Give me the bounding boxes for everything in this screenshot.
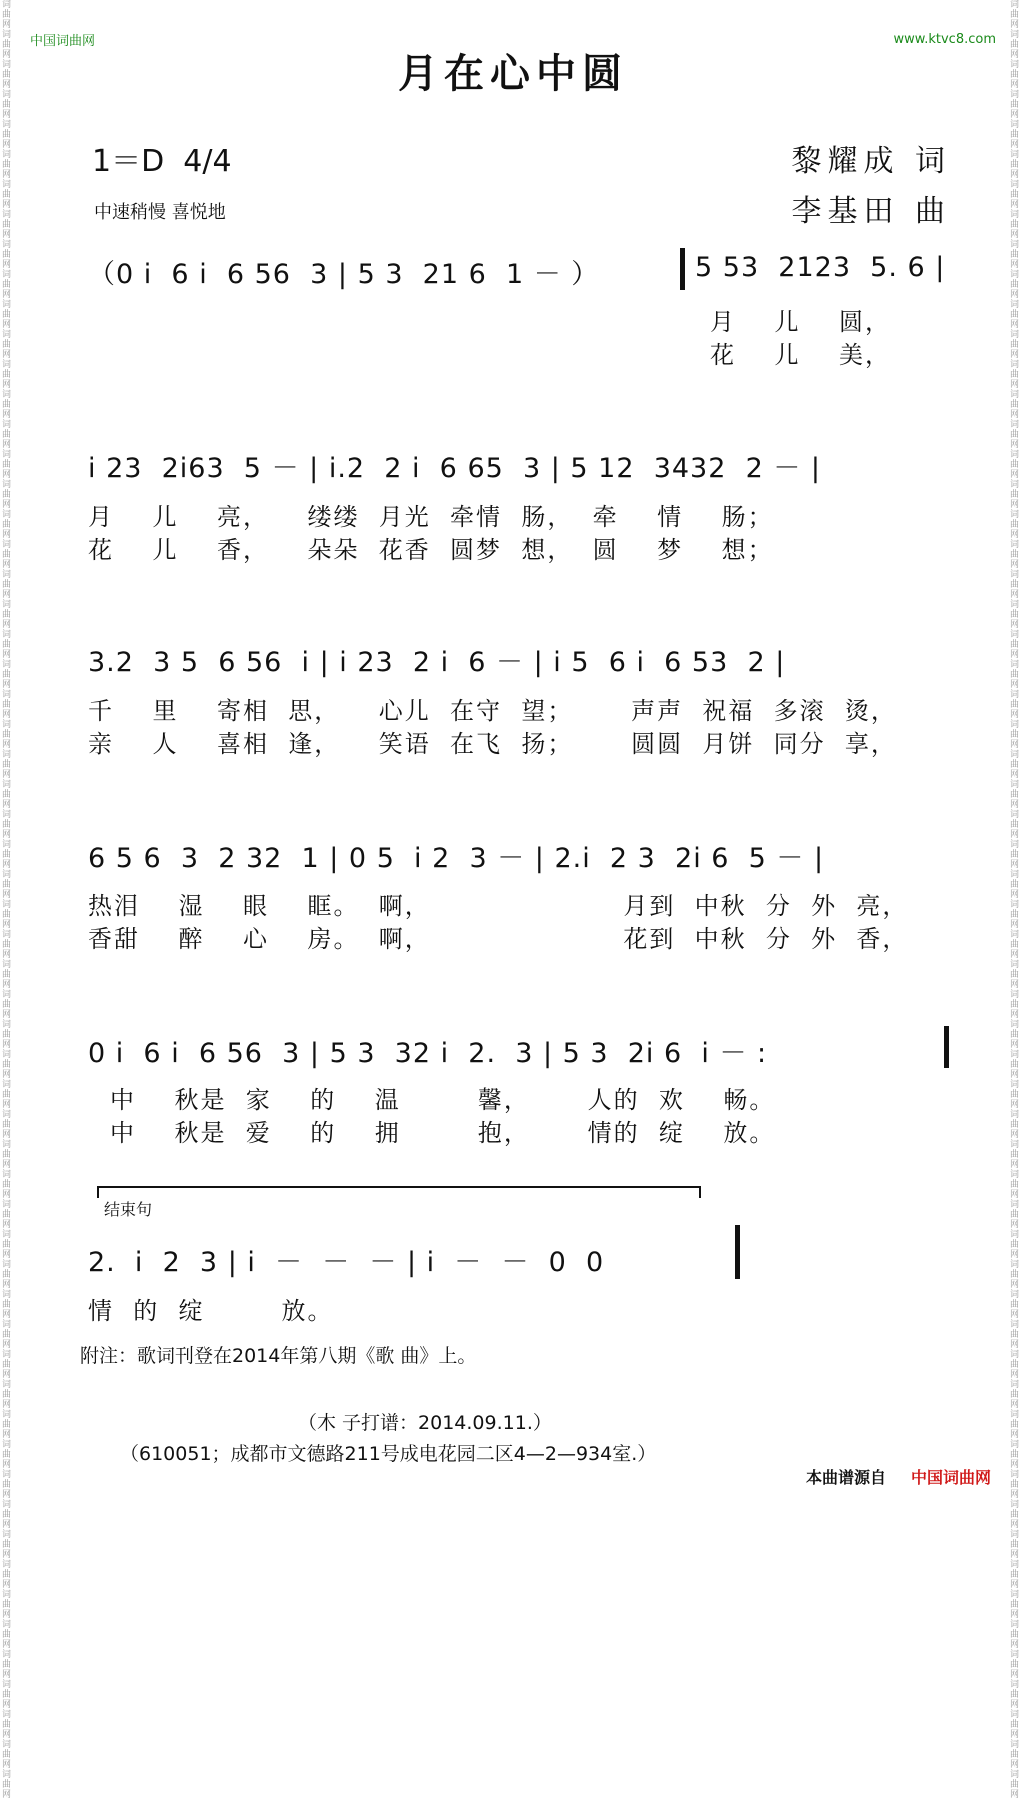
lyric-line-1-verse-2: 花 儿 美， [710, 341, 892, 369]
final-bar [735, 1225, 740, 1279]
side-watermark-left: 词曲网 词曲网 词曲网 词曲网 词曲网 词曲网 词曲网 词曲网 词曲网 词曲网 词曲网 词曲网 词曲网 词曲网 词曲网 词曲网 词曲网 词曲网 词曲网 词曲网 词曲网 词曲网 词曲网 词曲网 词曲网 词曲网 词曲网 词曲网 词曲网 词曲网 词曲网 词曲网 词曲网 词曲网 词曲网 词曲网 词曲网 词曲网 词曲网 词曲网 词曲网 词曲网 词曲网 词曲网 词曲网 词曲网 词曲网 词曲网 词曲网 词曲网 词曲网 词曲网 词曲网 词曲网 词曲网 词曲网 词曲网 词曲网 词曲网 词曲网 [2, 0, 12, 1800]
repeat-end-bar [944, 1026, 949, 1068]
contact-address: （610051；成都市文德路211号成电花园二区4—2—934室.） [120, 1443, 657, 1465]
lyric-line-2-verse-1: 月 儿 亮， 缕缕 月光 牵情 肠， 牵 情 肠； [88, 503, 774, 531]
score-line-2: i 23 2i63 5 － | i.2 2 i 6 65 3 | 5 12 3432 2 － | [88, 453, 822, 484]
lyric-line-6-ending: 情 的 绽 放。 [88, 1297, 334, 1325]
annotation-note: 附注：歌词刊登在2014年第八期《歌 曲》上。 [80, 1345, 477, 1367]
source-site-link[interactable]: 中国词曲网 [910, 1468, 991, 1487]
side-watermark-right: 词曲网 词曲网 词曲网 词曲网 词曲网 词曲网 词曲网 词曲网 词曲网 词曲网 词曲网 词曲网 词曲网 词曲网 词曲网 词曲网 词曲网 词曲网 词曲网 词曲网 词曲网 词曲网 词曲网 词曲网 词曲网 词曲网 词曲网 词曲网 词曲网 词曲网 词曲网 词曲网 词曲网 词曲网 词曲网 词曲网 词曲网 词曲网 词曲网 词曲网 词曲网 词曲网 词曲网 词曲网 词曲网 词曲网 词曲网 词曲网 词曲网 词曲网 词曲网 词曲网 词曲网 词曲网 词曲网 词曲网 词曲网 词曲网 词曲网 词曲网 [1010, 0, 1020, 1800]
score-line-5: 0 i 6 i 6 56 3 | 5 3 32 i 2. 3 | 5 3 2i 6 i － : [88, 1038, 768, 1069]
score-line-3: 3.2 3 5 6 56 i | i 23 2 i 6 － | i 5 6 i 6 53 2 | [88, 647, 786, 678]
score-line-4: 6 5 6 3 2 32 1 | 0 5 i 2 3 － | 2.i 2 3 2i 6 5 － | [88, 843, 825, 874]
lyric-line-3-verse-2: 亲 人 喜相 逢， 笑语 在飞 扬； 圆圆 月饼 同分 享， [88, 730, 897, 758]
lyric-line-4-verse-1: 热泪 湿 眼 眶。 啊， 月到 中秋 分 外 亮， [88, 892, 909, 920]
typeset-credit: （木 子打谱：2014.09.11.） [298, 1412, 552, 1434]
ending-bracket [97, 1186, 701, 1198]
score-line-1-melody: 5 53 2123 5. 6 | [695, 252, 946, 283]
score-line-1-intro: （0 i 6 i 6 56 3 | 5 3 21 6 1 － ） [88, 259, 600, 290]
lyric-line-2-verse-2: 花 儿 香， 朵朵 花香 圆梦 想， 圆 梦 想； [88, 536, 774, 564]
ending-label: 结束句 [104, 1200, 153, 1219]
lyric-line-4-verse-2: 香甜 醉 心 房。 啊， 花到 中秋 分 外 香， [88, 925, 909, 953]
lyric-line-5-verse-2: 中 秋是 爱 的 拥 抱， 情的 绽 放。 [110, 1119, 776, 1147]
site-name-left[interactable]: 中国词曲网 [30, 34, 96, 49]
source-label: 本曲谱源自 [805, 1468, 886, 1487]
tempo-marking: 中速稍慢 喜悦地 [94, 202, 226, 223]
score-line-6-ending: 2. i 2 3 | i － － － | i － － 0 0 [88, 1247, 605, 1278]
lyric-line-1-verse-1: 月 儿 圆， [710, 308, 892, 336]
composer-credit: 李基田 曲 [791, 194, 951, 229]
lyricist-credit: 黎耀成 词 [791, 144, 951, 179]
key-signature: 1＝D 4/4 [92, 144, 232, 179]
site-url-right[interactable]: www.ktvc8.com [893, 32, 996, 47]
song-title: 月在心中圆 [398, 50, 628, 97]
lyric-line-5-verse-1: 中 秋是 家 的 温 馨， 人的 欢 畅。 [110, 1086, 776, 1114]
lyric-line-3-verse-1: 千 里 寄相 思， 心儿 在守 望； 声声 祝福 多滚 烫， [88, 697, 897, 725]
repeat-start-bar [680, 248, 685, 290]
